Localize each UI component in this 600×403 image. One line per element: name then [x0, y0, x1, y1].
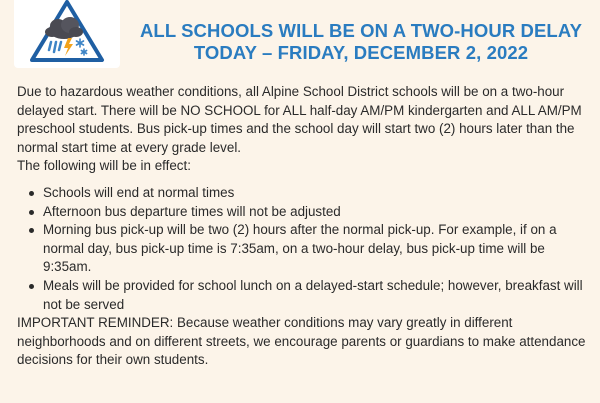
announcement-body [17, 83, 587, 370]
list-item [43, 184, 587, 203]
list-item [43, 277, 587, 314]
important-reminder: IMPORTANT REMINDER: Because weather conditions may vary greatly in different neighborhoods and on different streets, we encourage parents or guardians to make attendance decisions for their own students. [17, 315, 586, 368]
bullet-dot [29, 228, 34, 233]
list-item [43, 203, 587, 222]
list-item-text: Morning bus pick-up will be two (2) hours after the normal pick-up. For example, if on a normal day, bus pick-up time is 7:35am, on a two-hour delay, bus pick-up time will be 9:35am. [43, 222, 557, 275]
bullet-dot [29, 284, 34, 289]
effects-list [17, 184, 587, 314]
headline-line-2: TODAY – FRIDAY, DECEMBER 2, 2022 [193, 42, 529, 63]
storm-cloud-lightning-snow-icon [28, 0, 106, 62]
headline-line-1: ALL SCHOOLS WILL BE ON A TWO-HOUR DELAY [139, 20, 583, 41]
announcement-header [0, 0, 600, 78]
bullet-dot [29, 210, 34, 215]
list-item-text: Schools will end at normal times [43, 184, 235, 200]
list-item-text: Afternoon bus departure times will not be adjusted [43, 203, 341, 219]
weather-alert-logo [14, 0, 120, 68]
intro-paragraph: Due to hazardous weather conditions, all Alpine School District schools will be on a two-hour delayed start. There will be NO SCHOOL for ALL half-day AM/PM kindergarten and ALL AM/PM preschool students. Bus pick-up times and the school day will start two (2) hours later than the normal start time at every grade level. [17, 84, 582, 155]
lead-in-text: The following will be in effect: [17, 158, 191, 174]
list-item-text: Meals will be provided for school lunch on a delayed-start schedule; however, breakfast will not be served [43, 277, 583, 312]
bullet-dot [29, 191, 34, 196]
list-item [43, 221, 587, 277]
page-title [128, 20, 594, 64]
